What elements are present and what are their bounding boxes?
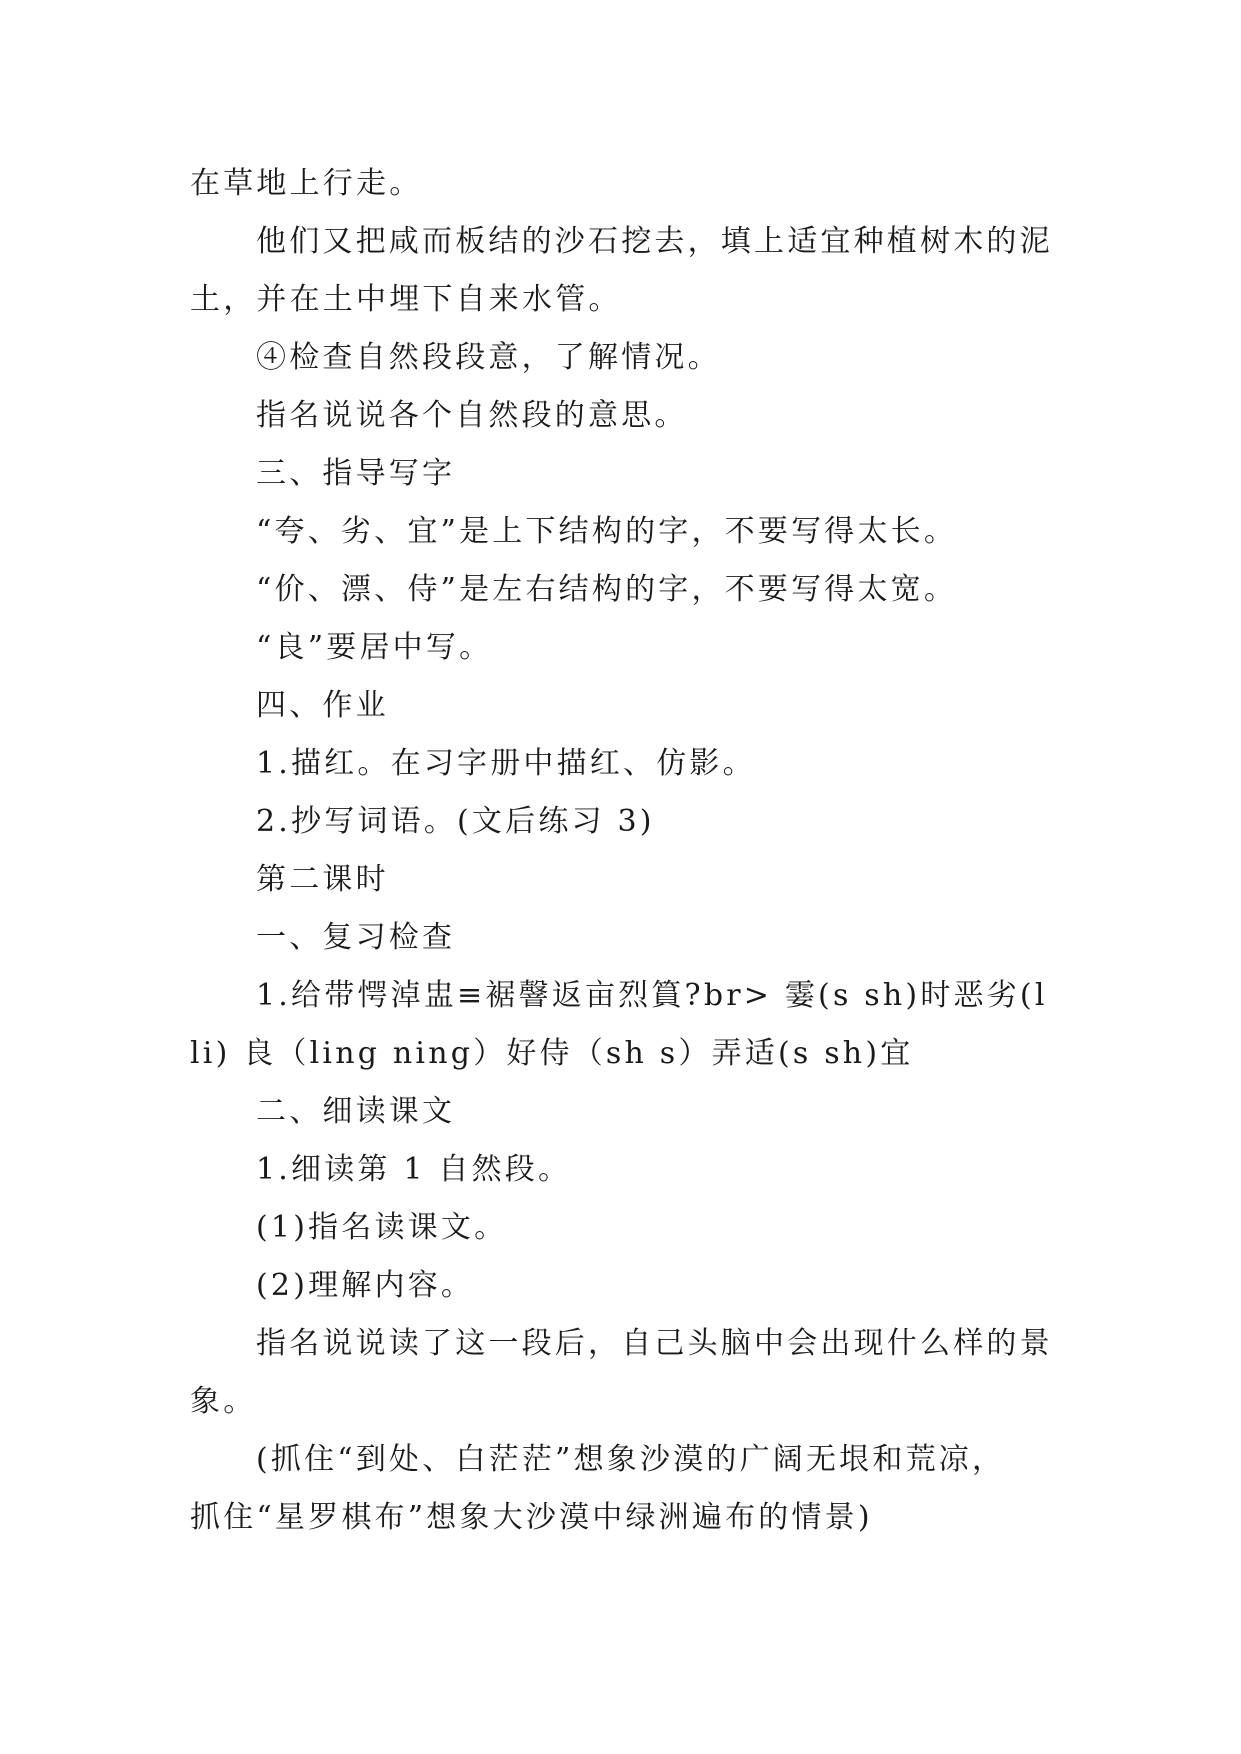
lesson-heading: 第二课时 <box>256 862 389 897</box>
list-item: (1)指名读课文。 <box>256 1210 508 1245</box>
paragraph-continuation-line: 在草地上行走。 <box>190 166 423 201</box>
paragraph-line: “良”要居中写。 <box>256 630 493 665</box>
list-item: 1.描红。在习字册中描红、仿影。 <box>256 746 756 781</box>
list-item: (2)理解内容。 <box>256 1268 475 1303</box>
paragraph-line: 指名说说读了这一段后，自己头脑中会出现什么样的景 <box>256 1326 1053 1361</box>
paragraph-line: ④检查自然段段意，了解情况。 <box>256 340 721 375</box>
paragraph-continuation-line: 象。 <box>190 1384 257 1419</box>
document-body <box>190 155 1060 1547</box>
paragraph-continuation-line: 抓住“星罗棋布”想象大沙漠中绿洲遍布的情景) <box>190 1500 873 1535</box>
paragraph-line: 他们又把咸而板结的沙石挖去，填上适宜种植树木的泥 <box>256 224 1053 259</box>
list-item: 1.给带愕淖盅≡裾韾返亩烈篔?br> 霎(s sh)时恶劣(l <box>256 978 1048 1013</box>
paragraph-line: (抓住“到处、白茫茫”想象沙漠的广阔无垠和荒凉， <box>256 1442 1006 1477</box>
section-heading: 二、细读课文 <box>256 1094 456 1129</box>
list-item: 2.抄写词语。(文后练习 3) <box>256 804 655 839</box>
paragraph-continuation-line: 土，并在土中埋下自来水管。 <box>190 282 622 317</box>
list-item: 1.细读第 1 自然段。 <box>256 1152 572 1187</box>
section-heading: 四、作业 <box>256 688 389 723</box>
section-heading: 一、复习检查 <box>256 920 456 955</box>
paragraph-continuation-line: li) 良（ling ning）好侍（sh s）弄适(s sh)宜 <box>190 1036 914 1071</box>
section-heading: 三、指导写字 <box>256 456 456 491</box>
paragraph-line: 指名说说各个自然段的意思。 <box>256 398 688 433</box>
paragraph-line: “夸、劣、宜”是上下结构的字，不要写得太长。 <box>256 514 958 549</box>
paragraph-line: “价、漂、侍”是左右结构的字，不要写得太宽。 <box>256 572 958 607</box>
